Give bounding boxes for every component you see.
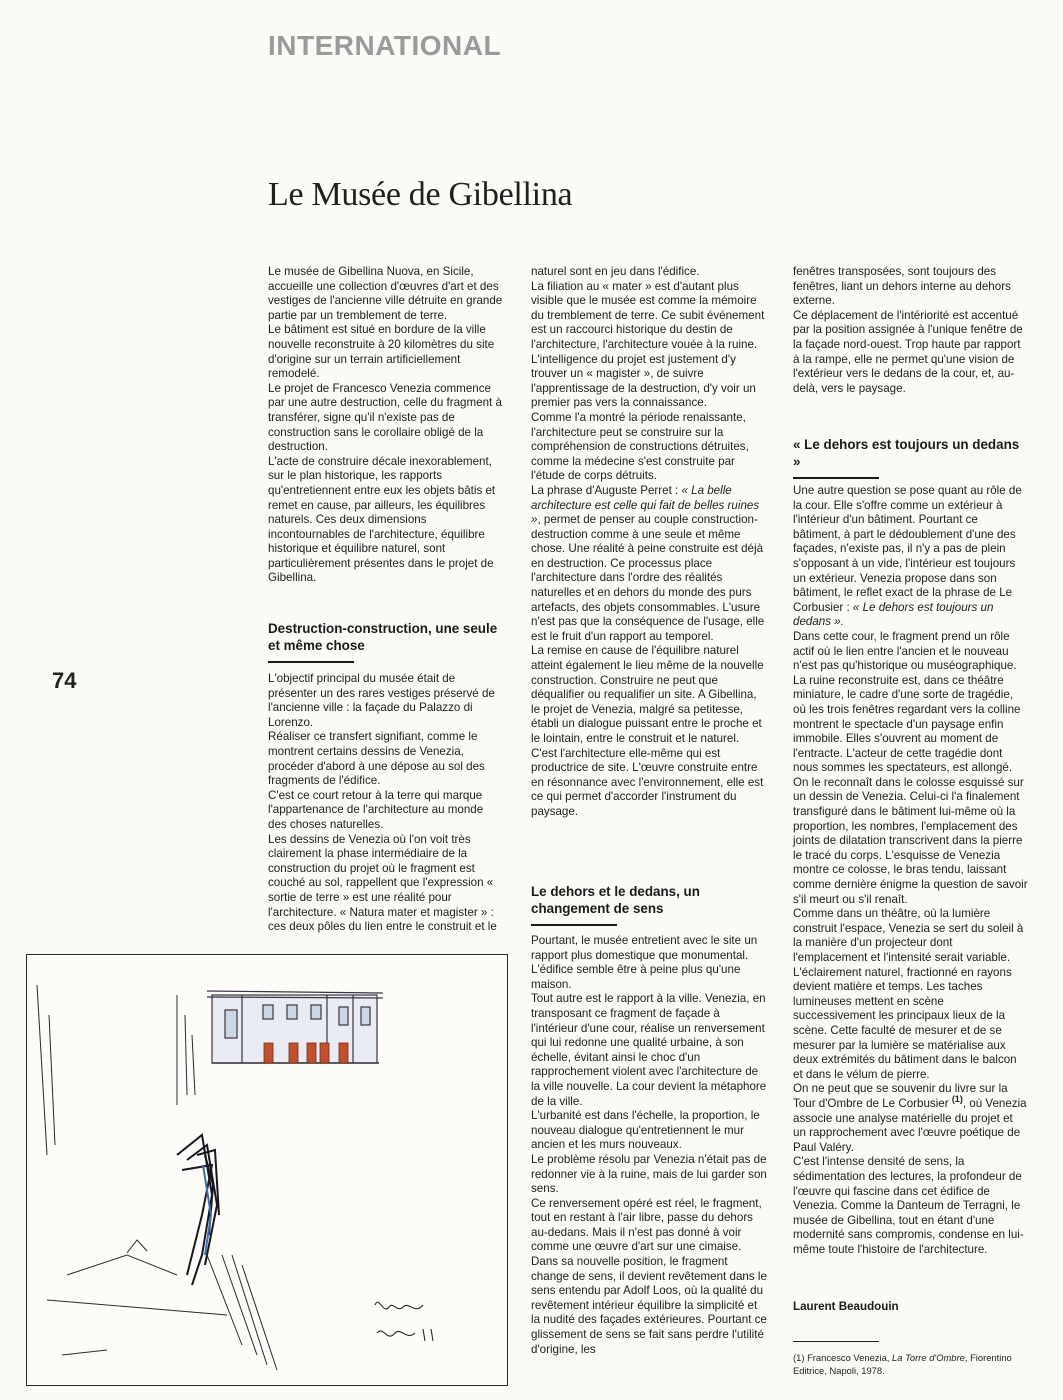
paragraph: Le projet de Francesco Venezia commence par une autre destruction, celle du fragment à transférer, signe qu'il n'existe pas de construction sans le corollaire obligé de la destruction.	[268, 381, 502, 454]
text-run: (1) Francesco Venezia,	[793, 1352, 893, 1363]
paragraph: On le reconnaît dans le colosse esquissé sur un dessin de Venezia. Celui-ci l'a finalement transfiguré dans le bâtiment lui-même où la proportion, les nombres, l'emplacement des joints de dilatation transcrivent dans la pierre le tracé du corps. L'esquisse de Venezia montre ce colosse, le bras tendu, laissant comme dernière énigme la question de savoir s'il meurt ou s'il renaît.	[793, 775, 1028, 906]
paragraph: Dans sa nouvelle position, le fragment change de sens, il devient revêtement dans le sens entendu par Adolf Loos, où la qualité du revêtement intérieur équilibre la simplicité et la nudité des façades extérieures. Pourtant ce glissement de sens se fait sans perdre l'utilité d'origine, les	[531, 1255, 767, 1356]
sketch-drawing	[27, 955, 507, 1385]
subheading-text: Le dehors et le dedans, un changement de sens	[531, 884, 700, 916]
paragraph: La remise en cause de l'équilibre naturel atteint également le lieu même de la nouvelle construction. Construire ne peut que déqualifier ou requalifier un site. A Gibellina, le projet de Venezia, malgré sa petitesse, établi un dialogue puissant entre le proche et le lointain, entre le construit et le naturel. C'est l'architecture elle-même qui est productrice de site. L'œuvre construite entre en résonnance avec l'environnement, elle est ce qui permet d'accorder l'instrument du paysage.	[531, 644, 764, 818]
paragraph: Tout autre est le rapport à la ville. Venezia, en transposant ce fragment de façade à l'intérieur d'une cour, réalise un renversement qui lui redonne une qualité urbaine, à son échelle, évitant ainsi le choc d'un rapprochement violent avec l'architecture de la ville nouvelle. La cour devient la métaphore de la ville.	[531, 992, 767, 1108]
column-3-section	[793, 484, 1028, 1257]
column-1-intro	[268, 265, 504, 586]
paragraph: Ce déplacement de l'intériorité est accentué par la position assignée à l'unique fenêtre de la façade nord-ouest. Trop haute par rapport à la rampe, elle ne permet qu'une vision de l'extérieur vers le dedans de la cour, et, au-delà, vers le paysage.	[793, 308, 1023, 395]
corbusier-quote: « Le dehors est toujours un dedans ».	[793, 600, 994, 629]
paragraph	[531, 484, 767, 645]
footnote-book-title: La Torre d'Ombre	[892, 1352, 965, 1363]
dark-colossus	[177, 1135, 219, 1285]
subheading-dehors-toujours-dedans	[793, 437, 1029, 479]
architect-sketch	[26, 954, 508, 1386]
text-run: Une autre question se pose quant au rôle de la cour. Elle s'offre comme un extérieur à l'intérieur d'un bâtiment. Pourtant ce bâtiment, à part le dédoublement d'une des façades, n'existe pas, il n'y a pas de plein s'opposant à un vide, l'intérieur est toujours un extérieur. Venezia propose dans son bâtiment, le reflet exact de la phrase de Le Corbusier :	[793, 484, 1022, 614]
paragraph: La ruine reconstruite est, dans ce théâtre miniature, le cadre d'une sorte de tragédie, où les trois fenêtres regardant vers la colline montrent le spectacle d'un paysage enfin immobile. Elles s'ouvrent au moment de l'entracte. L'acteur de cette tragédie dont nous sommes les spectateurs, est allongé.	[793, 673, 1021, 775]
column-2-section	[531, 934, 767, 1357]
subheading-destruction-construction	[268, 621, 504, 663]
paragraph: Ce renversement opéré est réel, le fragment, tout en restant à l'air libre, passe du dehors au-dedans. Mais il n'est pas donné à voir comme une œuvre d'art sur une cimaise.	[531, 1196, 762, 1254]
text-run: , Fiorentino Editrice, Napoli, 1978.	[793, 1352, 1012, 1376]
paragraph: C'est l'intense densité de sens, la sédimentation des lectures, la profondeur de l'œuvre qui fascine dans cet édifice de Venezia. Comme la Danteum de Terragni, le musée de Gibellina, tout en étant d'une modernité sans compromis, condense en lui-même toute l'histoire de l'architecture.	[793, 1155, 1024, 1256]
paragraph: Réaliser ce transfert signifiant, comme le montrent certains dessins de Venezia, procéder d'abord à une dépose au sol des fragments de l'édifice.	[268, 730, 485, 788]
text-run: La phrase d'Auguste Perret :	[531, 483, 682, 497]
page-number: 74	[52, 668, 77, 693]
perret-quote: « La belle architecture est celle qui fait de belles ruines »	[531, 483, 760, 527]
author-byline: Laurent Beaudouin	[793, 1300, 899, 1313]
handwritten-annotation	[375, 1302, 433, 1341]
column-3-top	[793, 265, 1028, 396]
paragraph: Le musée de Gibellina Nuova, en Sicile, accueille une collection d'œuvres d'art et des vestiges de l'ancienne ville détruite en grande partie par un tremblement de terre.	[268, 265, 503, 322]
subheading-dehors-dedans	[531, 884, 767, 926]
paragraph	[793, 484, 1028, 630]
paragraph: naturel sont en jeu dans l'édifice.	[531, 265, 700, 278]
subheading-rule	[531, 924, 617, 926]
paragraph: Pourtant, le musée entretient avec le site un rapport plus domestique que monumental. L'édifice semble être à peine plus qu'une maison.	[531, 934, 758, 991]
footnote-reference: (1)	[951, 1094, 963, 1105]
footnote	[793, 1352, 1033, 1377]
paragraph: Le problème résolu par Venezia n'était pas de redonner vie à la ruine, mais de lui garder son sens.	[531, 1152, 767, 1196]
subheading-text: Destruction-construction, une seule et même chose	[268, 621, 498, 653]
paragraph: Le bâtiment est situé en bordure de la ville nouvelle reconstruite à 20 kilomètres du site d'origine sur un terrain artificiellement remodelé.	[268, 323, 495, 381]
paragraph: Comme l'a montré la période renaissante, l'architecture peut se construire sur la compréhension de constructions détruites, comme la médecine s'est construite par l'étude de corps détruits.	[531, 410, 749, 483]
paragraph: La filiation au « mater » est d'autant plus visible que le musée est comme la mémoire du tremblement de terre. Ce subit événement est un raccourci historique du destin de l'architecture, l'architecture vouée à la ruine. L'intelligence du projet est justement d'y trouver un « magister », de suivre l'apprentissage de la destruction, d'y voir un premier pas vers la connaissance.	[531, 279, 765, 410]
paragraph: L'acte de construire décale inexorablement, sur le plan historique, les rapports qu'entretiennent entre eux les objets bâtis et remet en cause, par ailleurs, les équilibres naturels. Ces deux dimensions incontournables de l'architecture, équilibre historique et équilibre naturel, sont particulièrement présentes dans le projet de Gibellina.	[268, 454, 496, 585]
subheading-text: « Le dehors est toujours un dedans »	[793, 437, 1020, 469]
paragraph: Dans cette cour, le fragment prend un rôle actif où le lien entre l'ancien et le nouveau n'est pas qu'historique ou muséographique.	[793, 629, 1017, 673]
text-run: On ne peut que se souvenir du livre sur la Tour d'Ombre de Le Corbusier	[793, 1082, 1008, 1110]
column-2-top	[531, 265, 767, 820]
paragraph: fenêtres transposées, sont toujours des fenêtres, liant un dehors interne au dehors externe.	[793, 265, 1011, 308]
paragraph: L'objectif principal du musée était de présenter un des rares vestiges préservé de l'ancienne ville : la façade du Palazzo di Lorenzo.	[268, 672, 495, 729]
paragraph: Comme dans un théâtre, où la lumière construit l'espace, Venezia se sert du soleil à la manière d'un projecteur dont l'emplacement et l'intensité serait variable. L'éclairement naturel, fractionné en rayons devient matière et temps. Les taches lumineuses mettent en scène successivement les principaux lieux de la scène. Cette faculté de mesurer et de se mesurer par la lumière se matérialise aux deux extrémités du bâtiment dans le balcon et dans le vélum de pierre.	[793, 907, 1024, 1081]
paragraph	[793, 1082, 1028, 1155]
paragraph: L'urbanité est dans l'échelle, la proportion, le nouveau dialogue qu'entretiennent le mur ancien et les murs nouveaux.	[531, 1109, 760, 1152]
hatched-walls	[37, 985, 195, 1155]
column-1-section	[268, 672, 504, 935]
article-title: Le Musée de Gibellina	[268, 176, 573, 213]
footnote-divider	[793, 1341, 879, 1342]
subheading-rule	[268, 661, 354, 663]
section-label: INTERNATIONAL	[268, 30, 502, 61]
subheading-rule	[793, 477, 879, 479]
text-run: , où Venezia associe une analyse matérielle du projet et un rapprochement avec l'œuvre poétique de Paul Valéry.	[793, 1096, 1027, 1154]
ground-lines	[47, 1240, 277, 1370]
text-run: , permet de penser au couple construction-destruction comme à une seule et même chose. Une réalité à peine construite est déjà en destruction. Ce processus place l'architecture dans l'ordre des réalités naturelles et en dehors du monde des purs artefacts, des objets consommables. L'usure n'est pas que la conséquence de l'usage, elle est le fruit d'un rapport au temporel.	[531, 513, 765, 643]
paragraph: C'est ce court retour à la terre qui marque l'appartenance de l'architecture au monde des choses naturelles.	[268, 788, 484, 831]
paragraph: Les dessins de Venezia où l'on voit très clairement la phase intermédiaire de la construction du projet où le fragment est couché au sol, rappellent que l'expression « sortie de terre » est une réalité pour l'architecture. « Natura mater et magister » : ces deux pôles du lien entre le construit et le	[268, 832, 497, 934]
